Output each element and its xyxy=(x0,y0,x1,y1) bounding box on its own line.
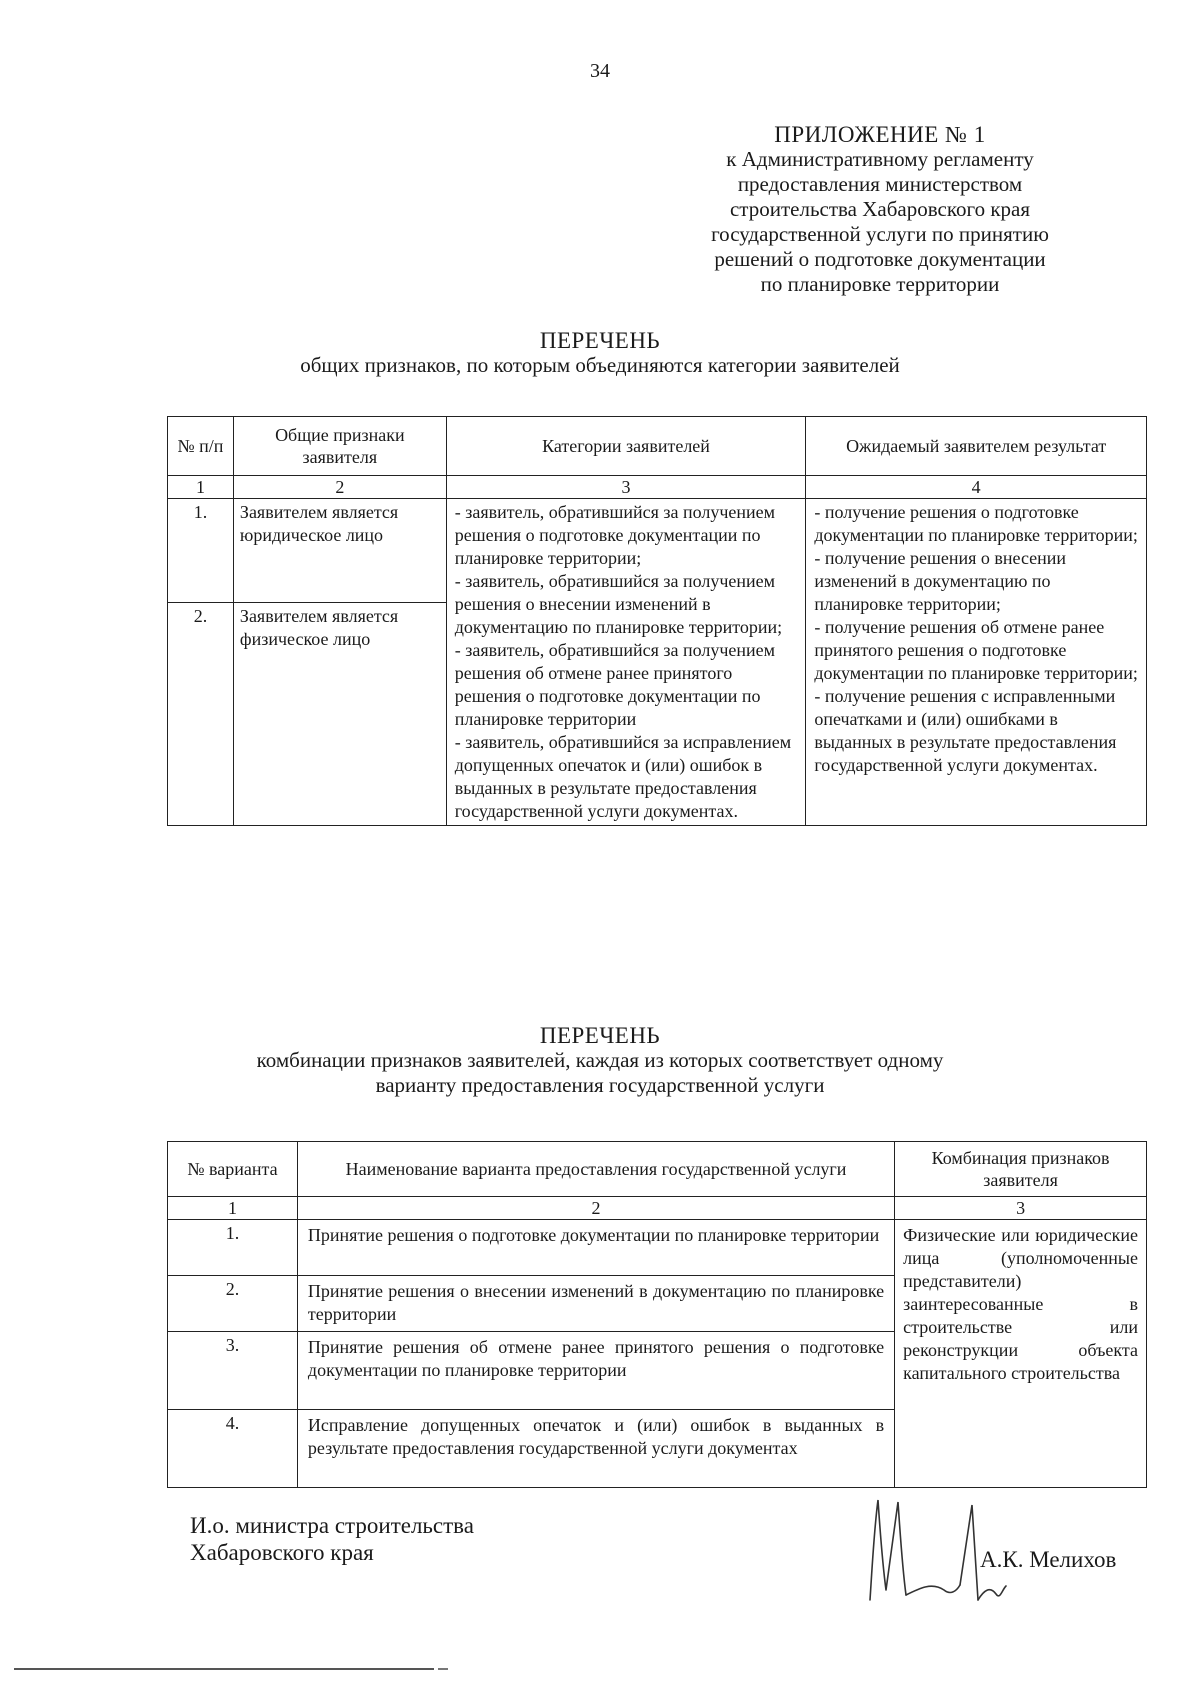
table2-subheading: комбинации признаков заявителей, каждая из которых соответствует одному xyxy=(256,1048,944,1072)
signatory-position xyxy=(190,1512,474,1566)
appendix-title: ПРИЛОЖЕНИЕ № 1 xyxy=(774,122,986,147)
appendix-line: по планировке территории xyxy=(760,272,1000,296)
sign-combination: Физические или юридические лица (уполномоченные представители) заинтересованные в строительстве или реконструкции объекта капитального строительства xyxy=(895,1220,1147,1488)
variant-number: 3. xyxy=(168,1332,298,1410)
signatory-position-line: Хабаровского края xyxy=(190,1540,374,1565)
row-number: 2. xyxy=(168,603,234,826)
table2-subheading: варианту предоставления государственной услуги xyxy=(375,1073,825,1097)
variant-number: 4. xyxy=(168,1410,298,1488)
expected-results-cell xyxy=(806,499,1147,826)
column-number: 2 xyxy=(233,476,446,499)
column-number: 1 xyxy=(168,476,234,499)
appendix-line: строительства Хабаровского края xyxy=(729,197,1031,221)
column-header: Комбинация признаков заявителя xyxy=(895,1142,1147,1197)
applicant-categories-cell xyxy=(446,499,806,826)
column-number: 3 xyxy=(895,1197,1147,1220)
appendix-line: государственной услуги по принятию xyxy=(711,222,1049,246)
column-number: 2 xyxy=(297,1197,894,1220)
column-header: Категории заявителей xyxy=(446,417,806,476)
column-number: 1 xyxy=(168,1197,298,1220)
column-header: № п/п xyxy=(168,417,234,476)
variant-name: Исправление допущенных опечаток и (или) ошибок в выданных в результате предоставления государственной услуги документах xyxy=(297,1410,894,1488)
table1-title xyxy=(0,328,1200,378)
variant-number: 1. xyxy=(168,1220,298,1276)
column-header: Ожидаемый заявителем результат xyxy=(806,417,1147,476)
variant-name: Принятие решения о подготовке документации по планировке территории xyxy=(297,1220,894,1276)
column-header: Наименование варианта предоставления государственной услуги xyxy=(297,1142,894,1197)
applicant-sign: Заявителем является физическое лицо xyxy=(233,603,446,826)
applicant-category: - заявитель, обратившийся за исправлением допущенных опечаток и (или) ошибок в выданных в результате предоставления государственной услуги документах. xyxy=(454,732,792,821)
variant-name: Принятие решения об отмене ранее принятого решения о подготовке документации по планировке территории xyxy=(297,1332,894,1410)
applicant-category: - заявитель, обратившийся за получением решения о подготовке документации по планировке территории; xyxy=(454,502,776,568)
expected-result: - получение решения с исправленными опечатками и (или) ошибками в выданных в результате предоставления государственной услуги документах. xyxy=(814,686,1117,775)
footer-rule-dash xyxy=(438,1668,448,1670)
variant-number: 2. xyxy=(168,1276,298,1332)
table2-heading: ПЕРЕЧЕНЬ xyxy=(539,1023,661,1048)
footer-rule xyxy=(14,1668,434,1670)
applicant-category: - заявитель, обратившийся за получением решения об отмене ранее принятого решения о подготовке документации по планировке территории xyxy=(454,640,776,729)
table1-subheading: общих признаков, по которым объединяются категории заявителей xyxy=(300,353,900,377)
expected-result: - получение решения о внесении изменений в документацию по планировке территории; xyxy=(814,548,1067,614)
column-number: 4 xyxy=(806,476,1147,499)
applicant-category: - заявитель, обратившийся за получением решения о внесении изменений в документацию по планировке территории; xyxy=(454,571,783,637)
applicant-signs-table xyxy=(167,416,1147,826)
table1-heading: ПЕРЕЧЕНЬ xyxy=(539,328,661,353)
column-header: Общие признаки заявителя xyxy=(233,417,446,476)
page-number: 34 xyxy=(590,60,610,82)
column-number: 3 xyxy=(446,476,806,499)
row-number: 1. xyxy=(168,499,234,603)
appendix-line: предоставления министерством xyxy=(737,172,1023,196)
signatory-name: А.К. Мелихов xyxy=(980,1547,1117,1572)
column-header: № варианта xyxy=(168,1142,298,1197)
appendix-line: решений о подготовке документации xyxy=(714,247,1046,271)
expected-result: - получение решения о подготовке документации по планировке территории; xyxy=(814,502,1138,545)
service-variants-table xyxy=(167,1141,1147,1488)
signatory-position-line: И.о. министра строительства xyxy=(190,1513,474,1538)
variant-name: Принятие решения о внесении изменений в документацию по планировке территории xyxy=(297,1276,894,1332)
appendix-header xyxy=(640,122,1120,297)
expected-result: - получение решения об отмене ранее принятого решения о подготовке документации по планировке территории; xyxy=(814,617,1138,683)
table2-title xyxy=(0,1023,1200,1098)
applicant-sign: Заявителем является юридическое лицо xyxy=(233,499,446,603)
appendix-line: к Административному регламенту xyxy=(726,147,1034,171)
